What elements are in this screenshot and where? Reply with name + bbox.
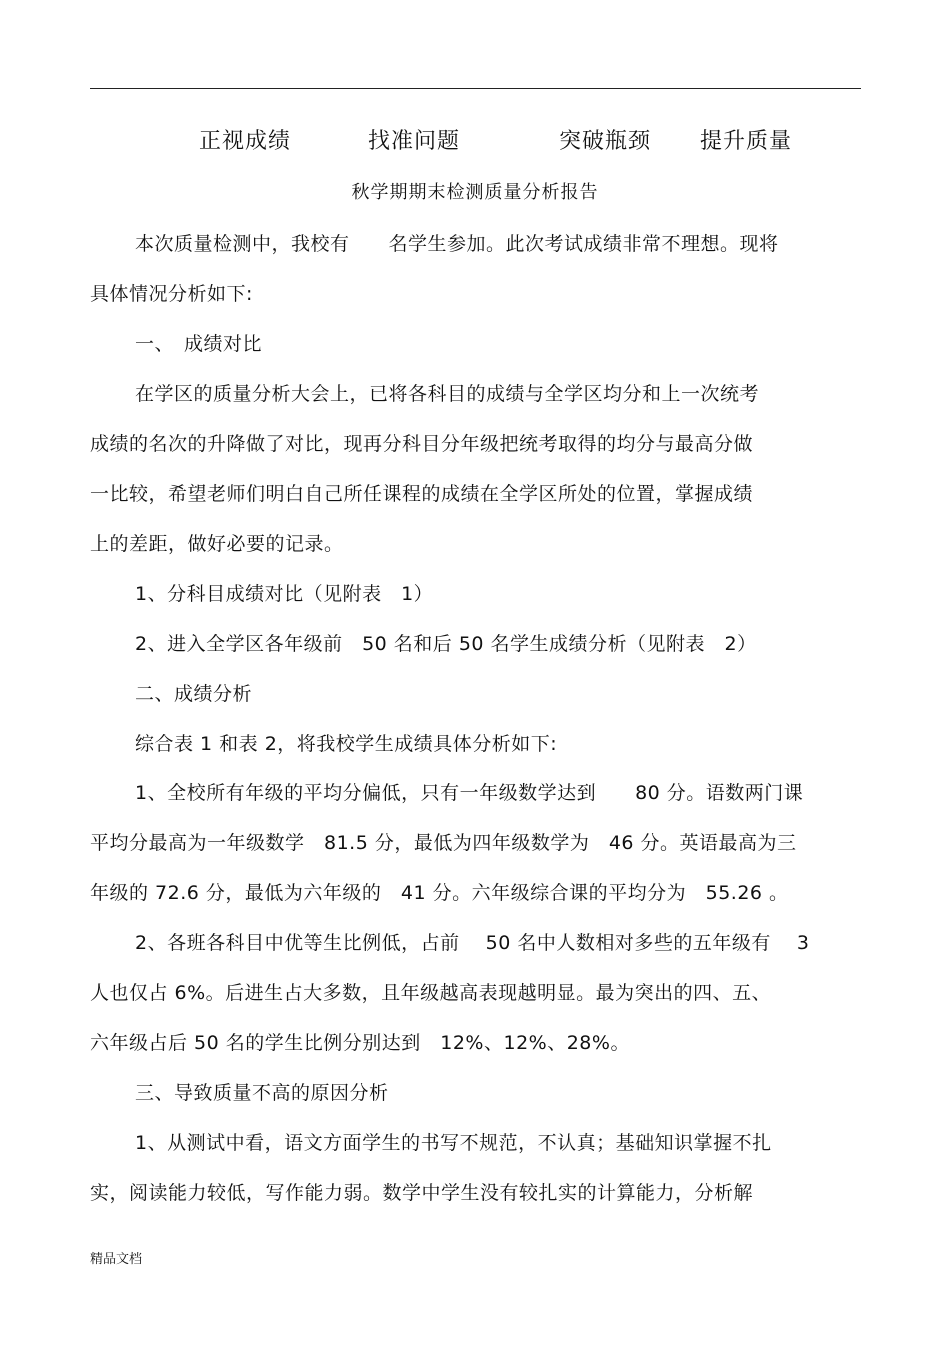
list-item: 1、从测试中看，语文方面学生的书写不规范，不认真；基础知识掌握不扎 (135, 1132, 772, 1154)
header-rule (90, 88, 861, 89)
body-line: 成绩的名次的升降做了对比，现再分科目分年级把统考取得的均分与最高分做 (90, 433, 754, 455)
list-item: 1、全校所有年级的平均分偏低，只有一年级数学达到 80 分。语数两门课 (135, 782, 804, 804)
body-line: 在学区的质量分析大会上，已将各科目的成绩与全学区均分和上一次统考 (135, 383, 760, 405)
list-item: 2、进入全学区各年级前 50 名和后 50 名学生成绩分析（见附表 2） (135, 633, 757, 655)
section-heading: 三、导致质量不高的原因分析 (135, 1082, 389, 1104)
list-item: 2、各班各科目中优等生比例低，占前 50 名中人数相对多些的五年级有 3 (135, 932, 810, 954)
body-line: 平均分最高为一年级数学 81.5 分，最低为四年级数学为 46 分。英语最高为三 (90, 832, 797, 854)
body-line: 具体情况分析如下: (90, 283, 253, 305)
body-line: 本次质量检测中，我校有 名学生参加。此次考试成绩非常不理想。现将 (135, 233, 779, 255)
body-line: 人也仅占 6%。后进生占大多数，且年级越高表现越明显。最为突出的四、五、 (90, 982, 772, 1004)
title-phrase-2: 找准问题 (368, 129, 461, 154)
footer-label: 精品文档 (90, 1252, 143, 1267)
body-line: 上的差距，做好必要的记录。 (90, 533, 344, 555)
body-line: 综合表 1 和表 2，将我校学生成绩具体分析如下: (135, 733, 558, 755)
body-line: 一比较，希望老师们明白自己所任课程的成绩在全学区所处的位置，掌握成绩 (90, 483, 754, 505)
body-line: 年级的 72.6 分，最低为六年级的 41 分。六年级综合课的平均分为 55.26 。 (90, 882, 789, 904)
title-phrase-4: 提升质量 (700, 129, 793, 154)
section-heading: 一、 成绩对比 (135, 333, 263, 355)
body-line: 实，阅读能力较低，写作能力弱。数学中学生没有较扎实的计算能力，分析解 (90, 1182, 754, 1204)
title-phrase-1: 正视成绩 (199, 129, 292, 154)
title-phrase-3: 突破瓶颈 (559, 129, 652, 154)
section-heading: 二、成绩分析 (135, 683, 253, 705)
body-line: 六年级占后 50 名的学生比例分别达到 12%、12%、28%。 (90, 1032, 630, 1054)
list-item: 1、分科目成绩对比（见附表 1） (135, 583, 434, 605)
report-subtitle: 秋学期期末检测质量分析报告 (351, 182, 599, 203)
